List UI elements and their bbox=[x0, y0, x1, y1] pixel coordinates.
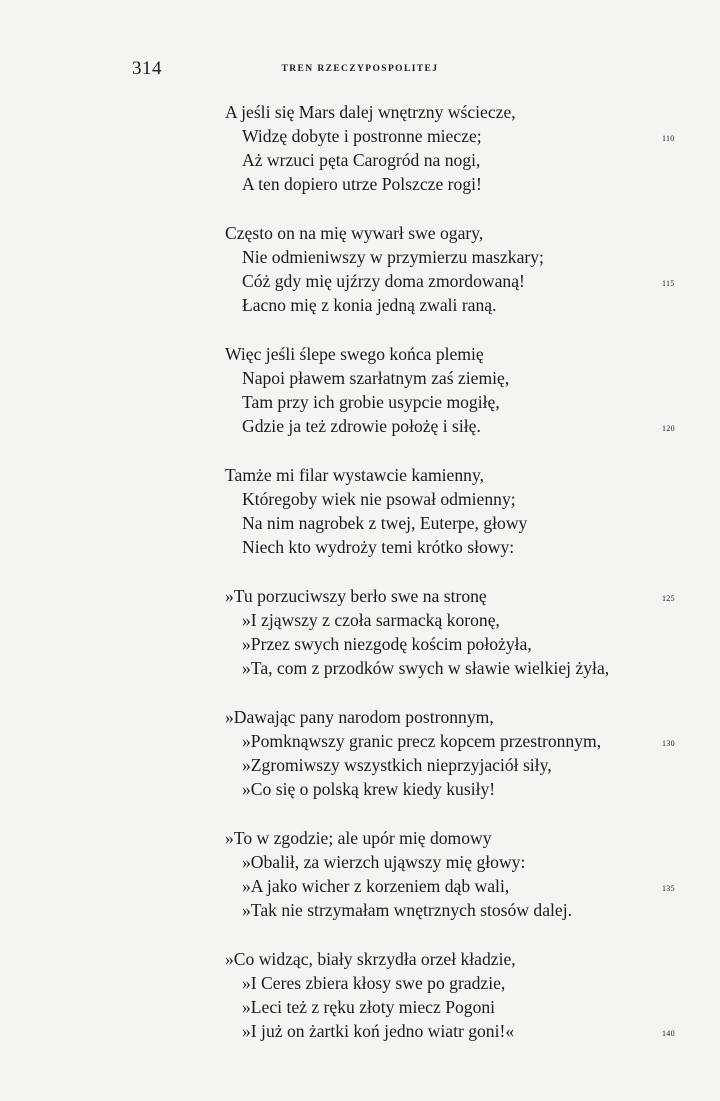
verse-line: »A jako wicher z korzeniem dąb wali, bbox=[242, 876, 510, 896]
verse-line: »Ta, com z przodków swych w sławie wielkiej żyła, bbox=[242, 658, 610, 678]
verse-line: »Pomknąwszy granic precz kopcem przestronnym, bbox=[242, 731, 602, 751]
line-number: 140 bbox=[662, 1029, 675, 1038]
verse-line: »Tak nie strzymałam wnętrznych stosów dalej. bbox=[242, 900, 573, 920]
verse-line: Więc jeśli ślepe swego końca plemię bbox=[225, 344, 484, 364]
verse-line: »I zjąwszy z czoła sarmacką koronę, bbox=[242, 610, 500, 630]
verse-line: Któregoby wiek nie psował odmienny; bbox=[242, 489, 516, 509]
verse-line: Łacno mię z konia jedną zwali raną. bbox=[242, 295, 497, 315]
verse-line: »Obalił, za wierzch ująwszy mię głowy: bbox=[242, 852, 526, 872]
verse-line: Widzę dobyte i postronne miecze; bbox=[242, 126, 482, 146]
line-number: 130 bbox=[662, 739, 675, 748]
line-number: 135 bbox=[662, 884, 675, 893]
verse-line: »Tu porzuciwszy berło swe na stronę bbox=[225, 586, 487, 606]
verse-line: Tam przy ich grobie usypcie mogiłę, bbox=[242, 392, 500, 412]
verse-line: »To w zgodzie; ale upór mię domowy bbox=[225, 828, 492, 848]
line-number: 120 bbox=[662, 424, 675, 433]
verse-line: Niech kto wydroży temi krótko słowy: bbox=[242, 537, 515, 557]
line-number: 115 bbox=[662, 279, 675, 288]
page-number: 314 bbox=[132, 58, 162, 79]
verse-line: Cóż gdy mię ujźrzy doma zmordowaną! bbox=[242, 271, 525, 291]
verse-line: Nie odmieniwszy w przymierzu maszkary; bbox=[242, 247, 544, 267]
line-number: 110 bbox=[662, 134, 675, 143]
running-head: TREN RZECZYPOSPOLITEJ bbox=[281, 64, 439, 74]
verse-line: Tamże mi filar wystawcie kamienny, bbox=[225, 465, 484, 485]
verse-line: »Co się o polską krew kiedy kusiły! bbox=[242, 779, 496, 799]
verse-line: »I Ceres zbiera kłosy swe po gradzie, bbox=[242, 973, 506, 993]
verse-line: Napoi pławem szarłatnym zaś ziemię, bbox=[242, 368, 510, 388]
verse-line: A jeśli się Mars dalej wnętrzny wściecze, bbox=[225, 102, 516, 122]
verse-line: Na nim nagrobek z twej, Euterpe, głowy bbox=[242, 513, 528, 533]
verse-line: »Leci też z ręku złoty miecz Pogoni bbox=[242, 997, 496, 1017]
verse-line: »Dawając pany narodom postronnym, bbox=[225, 707, 494, 727]
verse-line: »Co widząc, biały skrzydła orzeł kładzie, bbox=[225, 949, 516, 969]
verse-line: Gdzie ja też zdrowie położę i siłę. bbox=[242, 416, 481, 436]
verse-line: Często on na mię wywarł swe ogary, bbox=[225, 223, 484, 243]
verse-line: »Zgromiwszy wszystkich nieprzyjaciół siły, bbox=[242, 755, 552, 775]
verse-line: A ten dopiero utrze Polszcze rogi! bbox=[242, 174, 482, 194]
verse-line: »I już on żartki koń jedno wiatr goni!« bbox=[242, 1021, 515, 1041]
line-number: 125 bbox=[662, 594, 675, 603]
verse-line: Aż wrzuci pęta Carogród na nogi, bbox=[242, 150, 481, 170]
verse-line: »Przez swych niezgodę kościm położyła, bbox=[242, 634, 532, 654]
